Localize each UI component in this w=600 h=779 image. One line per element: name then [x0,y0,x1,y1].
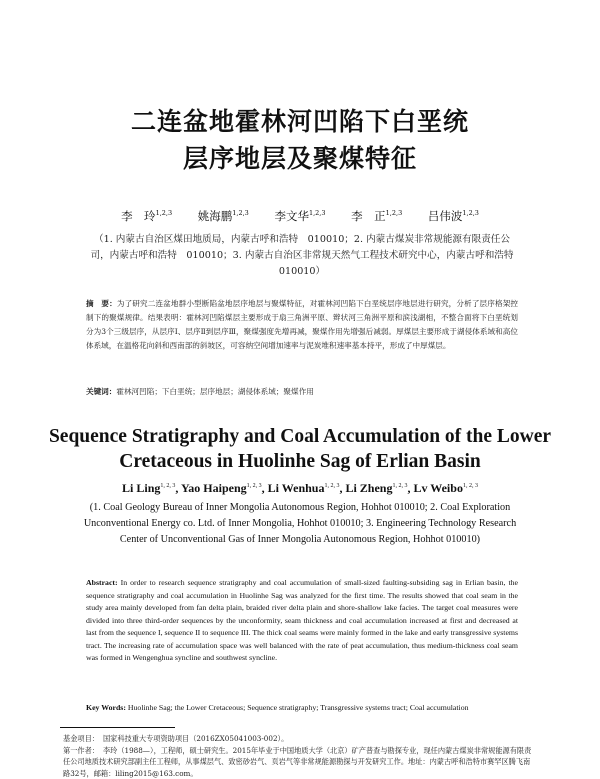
funding-footnote [63,733,537,745]
author-name: 姚海鹏 [198,209,233,223]
english-author: Li Zheng$^{1, 2, 3}$, [345,481,413,495]
english-abstract [86,577,518,665]
chinese-keywords [86,385,518,399]
english-title-line-1: Sequence Stratigraphy and Coal Accumulation of the Lower [0,424,600,449]
chinese-affiliations: （1. 内蒙古自治区煤田地质局，内蒙古呼和浩特 010010；2. 内蒙古煤炭非常规能源有限责任公司，内蒙古呼和浩特 010010；3. 内蒙古自治区非常规天然气工程技术研究中心，内蒙古呼和浩特 010010） [86,232,518,280]
english-keywords [86,702,518,714]
chinese-keywords-text: 霍林河凹陷；下白垩统；层序地层；湖侵体系域；聚煤作用 [116,387,313,396]
author-name: 李文华 [274,209,309,223]
english-abstract-text: In order to research sequence stratigraphy and coal accumulation of small-sized faulting-subsiding sag in Erlian basin, the sequence stratigraphy and coal accumulation in Huolinhe Sag was analyzed for the first time. The results showed that coal seam in the study area mainly developed from fan delta plain, braided river delta plain and shore-shallow lake facies. The target coal measures were divided into three third-order sequences by the unconformity, seam thickness and coal accumulation increased at first and decreased at last from the sequence I, sequence II to sequence III. The thick coal seams were mainly formed in the lake and early transgressive systems tract. The increasing rate of accumulation space was well balanced with the rate of peat accumulation, thus medium-thickness coal seam was formed in Wengenghua syncline and southwest syncline. [86,578,518,662]
author-name: 吕伟波 [428,209,463,223]
english-author [413,481,477,495]
english-author-list [0,481,600,496]
english-author: Li Wenhua$^{1, 2, 3}$, [268,481,346,495]
english-title [0,424,600,474]
english-author: Yao Haipeng$^{1, 2, 3}$, [181,481,268,495]
chinese-abstract-label: 摘 要： [86,299,117,308]
author-affiliation-marker: 1,2,3 [232,209,249,217]
chinese-author [274,209,325,223]
funding-text: 国家科技重大专项资助项目（2016ZX05041003-002）。 [103,734,288,743]
chinese-title-line-2: 层序地层及聚煤特征 [0,141,600,177]
author-name: Li Ling [122,481,160,495]
author-name: Lv Weibo [413,481,462,495]
english-author: Li Ling$^{1, 2, 3}$, [122,481,181,495]
author-affiliation-marker: 1, 2, 3 [324,483,339,489]
english-keywords-label: Key Words: [86,703,126,712]
author-affiliation-marker: 1, 2, 3 [392,483,407,489]
chinese-author-list [0,208,600,224]
author-affiliation-marker: 1, 2, 3 [160,483,175,489]
author-name: 李 正 [351,209,386,223]
chinese-title-line-1: 二连盆地霍林河凹陷下白垩统 [0,104,600,140]
author-name: Yao Haipeng [181,481,247,495]
author-name: Li Zheng [345,481,392,495]
footnote-divider [60,727,175,728]
english-keywords-text: Huolinhe Sag; the Lower Cretaceous; Sequence stratigraphy; Transgressive systems tract; Coal accumulation [128,703,469,712]
chinese-author [351,209,402,223]
english-affiliations: (1. Coal Geology Bureau of Inner Mongolia Autonomous Region, Hohhot 010010; 2. Coal Exploration Unconventional Energy co. Ltd. of Inner Mongolia, Hohhot 010010; 3. Engineering Technology Research Center of Unconventional Gas of Inner Mongolia Autonomous Region, Hohhot 010010) [80,500,520,548]
author-name: Li Wenhua [268,481,325,495]
author-name: 李 玲 [121,209,156,223]
chinese-abstract-text: 为了研究二连盆地群小型断陷盆地层序地层与聚煤特征，对霍林河凹陷下白垩统层序地层进行研究，分析了层序格架控制下的聚煤规律。结果表明：霍林河凹陷煤层主要形成于扇三角洲平原、辫状河三角洲平原和滨浅湖相，不整合面将下白垩统划分为3个三级层序，从层序Ⅰ、层序Ⅱ到层序Ⅲ，聚煤强度先增再减，聚煤作用先增强后减弱。厚煤层主要形成于湖侵体系域和高位体系域，在温格花向斜和西南部的斜坡区，可容纳空间增加速率与泥炭堆积速率基本持平，形成了中厚煤层。 [86,299,518,350]
author-footnote [63,745,537,779]
author-affiliation-marker: 1, 2, 3 [247,483,262,489]
author-affiliation-marker: 1,2,3 [462,209,479,217]
chinese-author [198,209,249,223]
english-abstract-label: Abstract: [86,578,118,587]
chinese-author [121,209,172,223]
author-footnote-text: 李玲（1988—），工程师，硕士研究生。2015年毕业于中国地质大学（北京）矿产普查与勘探专业，现任内蒙古煤炭非常规能源有限责任公司地质技术研究部副主任工程师，从事煤层气、致密砂岩气、页岩气等非常规能源勘探与开发研究工作。地址：内蒙古呼和浩特市赛罕区腾飞南路32号，邮箱：liling2015@163.com。 [63,746,531,778]
chinese-keywords-label: 关键词： [86,387,116,396]
english-title-line-2: Cretaceous in Huolinhe Sag of Erlian Basin [0,449,600,474]
funding-label: 基金项目： [63,734,99,743]
chinese-abstract [86,297,518,353]
author-affiliation-marker: 1,2,3 [156,209,173,217]
chinese-author [428,209,479,223]
footnotes [63,733,537,779]
author-affiliation-marker: 1, 2, 3 [463,483,478,489]
author-footnote-label: 第一作者： [63,746,99,755]
author-affiliation-marker: 1,2,3 [309,209,326,217]
author-affiliation-marker: 1,2,3 [386,209,403,217]
